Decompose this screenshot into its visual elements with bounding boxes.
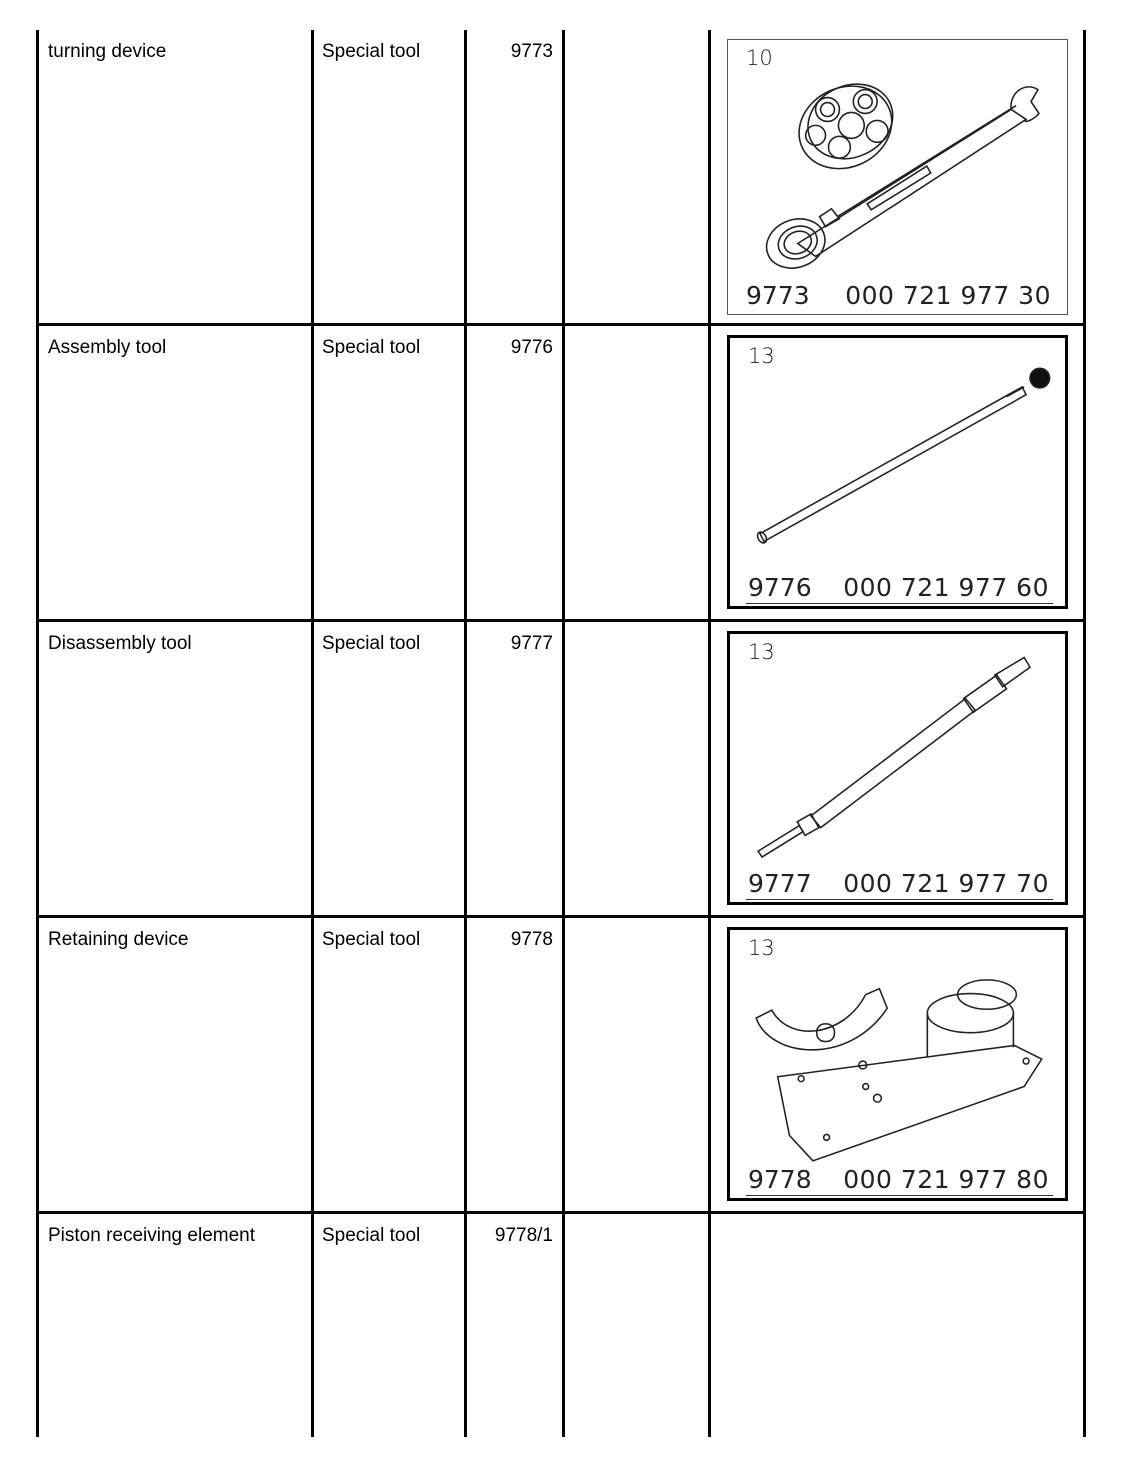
table-divider-col2 (464, 30, 467, 1437)
tool-type: Special tool (322, 41, 421, 62)
figure-underline (746, 603, 1053, 604)
disassembly-rod-icon (730, 634, 1065, 902)
assembly-rod-icon (730, 338, 1065, 606)
table-border-right (1083, 30, 1086, 1437)
tool-number: 9778 (510, 929, 553, 950)
table-divider-col4 (708, 30, 711, 1437)
figure-part-number: 000 721 977 30 (845, 281, 1051, 310)
figure-index: 13 (748, 640, 775, 664)
tool-number: 9773 (510, 41, 553, 62)
tool-number: 9778/1 (494, 1225, 553, 1246)
row-divider (37, 915, 1086, 918)
figure-tool-code: 9777 (748, 869, 812, 898)
tool-type: Special tool (322, 929, 421, 950)
figure-index: 13 (748, 936, 775, 960)
figure-underline (746, 899, 1053, 900)
table-border-left (36, 30, 39, 1437)
tool-figure (727, 631, 1068, 905)
tool-figure (727, 335, 1068, 609)
tool-name: Assembly tool (48, 337, 167, 358)
row-divider (37, 1211, 1086, 1214)
tool-name: turning device (48, 41, 167, 62)
table-divider-col3 (562, 30, 565, 1437)
ratchet-wrench-with-turning-disc-icon (728, 40, 1067, 314)
tool-type: Special tool (322, 633, 421, 654)
tool-type: Special tool (322, 1225, 421, 1246)
figure-index: 13 (748, 344, 775, 368)
row-divider (37, 619, 1086, 622)
figure-tool-code: 9778 (748, 1165, 812, 1194)
figure-part-number: 000 721 977 60 (843, 573, 1049, 602)
tool-number: 9777 (510, 633, 553, 654)
figure-part-number: 000 721 977 80 (843, 1165, 1049, 1194)
tool-figure (727, 927, 1068, 1201)
tool-type: Special tool (322, 337, 421, 358)
retaining-plate-icon (730, 930, 1065, 1198)
figure-index: 10 (746, 46, 773, 70)
tool-number: 9776 (510, 337, 553, 358)
figure-tool-code: 9773 (746, 281, 810, 310)
tool-name: Retaining device (48, 929, 189, 950)
tool-figure (727, 39, 1068, 315)
table-divider-col1 (311, 30, 314, 1437)
row-divider (37, 323, 1086, 326)
figure-tool-code: 9776 (748, 573, 812, 602)
figure-underline (746, 1195, 1053, 1196)
tool-name: Piston receiving element (48, 1225, 255, 1246)
tool-name: Disassembly tool (48, 633, 192, 654)
figure-part-number: 000 721 977 70 (843, 869, 1049, 898)
